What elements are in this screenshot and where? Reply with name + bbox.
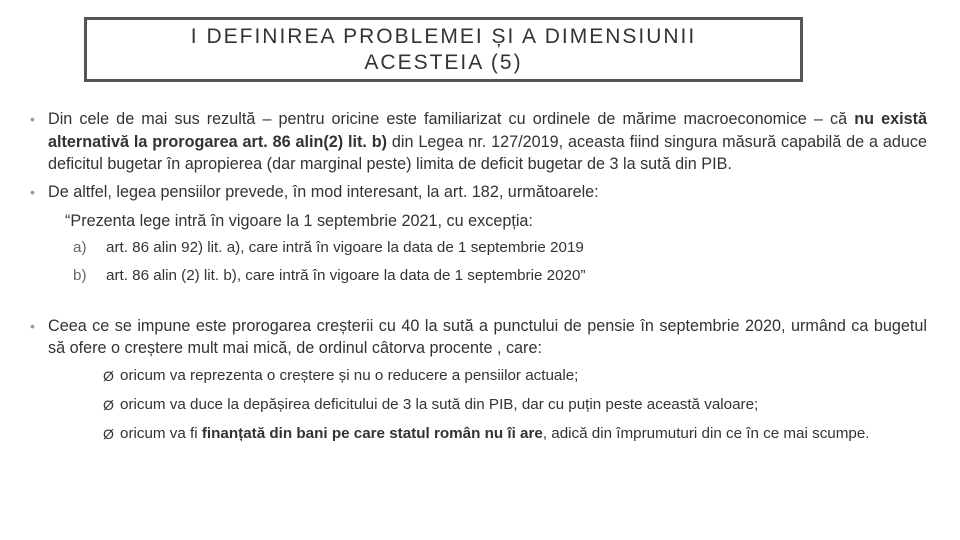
consequence-item-2 <box>103 395 927 415</box>
bullet-1-bold: nu există alternativă la prorogarea art. 86 alin(2) lit. b) <box>48 110 927 151</box>
exception-text: art. 86 alin (2) lit. b), care intră în vigoare la data de 1 septembrie 2020” <box>106 266 586 284</box>
slide-title-line1: I DEFINIREA PROBLEMEI ȘI A DIMENSIUNII <box>190 24 697 48</box>
consequence-item-1 <box>103 366 927 386</box>
slide-title-line2: ACESTEIA (5) <box>364 50 523 74</box>
bullet-dot-icon: • <box>30 111 35 127</box>
arrow-bullet-icon: Ø <box>103 425 114 442</box>
exception-letter: a) <box>73 238 87 256</box>
bullet-item-3 <box>30 315 927 360</box>
bullet-dot-icon: • <box>30 183 35 200</box>
arrow-bullet-icon: Ø <box>103 367 114 384</box>
bullet-3-text: Ceea ce se impune este prorogarea creșterii cu 40 la sută a punctului de pensie în septembrie 2020, urmând ca bugetul să ofere o creștere mult mai mică, de ordinul câtorva procente , care: <box>48 316 927 357</box>
arrow-bullet-icon: Ø <box>103 396 114 413</box>
exception-list <box>30 237 927 287</box>
consequence-text-a: oricum va fi <box>120 424 202 442</box>
law-quote: “Prezenta lege intră în vigoare la 1 septembrie 2021, cu excepția: <box>65 212 533 230</box>
slide-content <box>30 108 927 453</box>
exception-item-a <box>73 237 927 259</box>
bullet-1-text-b: din Legea nr. 127/2019, aceasta fiind singura măsură capabilă de a aduce deficitul bugetar în apropierea (dar marginal peste) limita de deficit bugetar de 3 la sută din PIB. <box>48 132 928 173</box>
exception-item-b <box>73 265 927 287</box>
slide-title <box>84 17 803 82</box>
bullet-2-text: De altfel, legea pensiilor prevede, în mod interesant, la art. 182, următoarele: <box>48 182 599 201</box>
bullet-item-1 <box>30 108 927 176</box>
consequence-text: oricum va reprezenta o creștere și nu o reducere a pensiilor actuale; <box>120 366 579 384</box>
bullet-dot-icon: • <box>30 317 35 334</box>
exception-text: art. 86 alin 92) lit. a), care intră în vigoare la data de 1 septembrie 2019 <box>106 238 584 256</box>
exception-letter: b) <box>73 266 87 284</box>
consequence-text-b: , adică din împrumuturi din ce în ce mai scumpe. <box>542 424 870 442</box>
consequence-text: oricum va duce la depășirea deficitului de 3 la sută din PIB, dar cu puțin peste această valoare; <box>120 395 759 413</box>
consequence-bold: finanțată din bani pe care statul român nu îi are <box>201 424 543 442</box>
consequence-list <box>30 366 927 444</box>
bullet-item-2 <box>30 181 927 204</box>
bullet-1-text-a: Din cele de mai sus rezultă – pentru oricine este familiarizat cu ordinele de mărime macroeconomice – că <box>48 110 855 128</box>
consequence-item-3 <box>103 424 927 444</box>
